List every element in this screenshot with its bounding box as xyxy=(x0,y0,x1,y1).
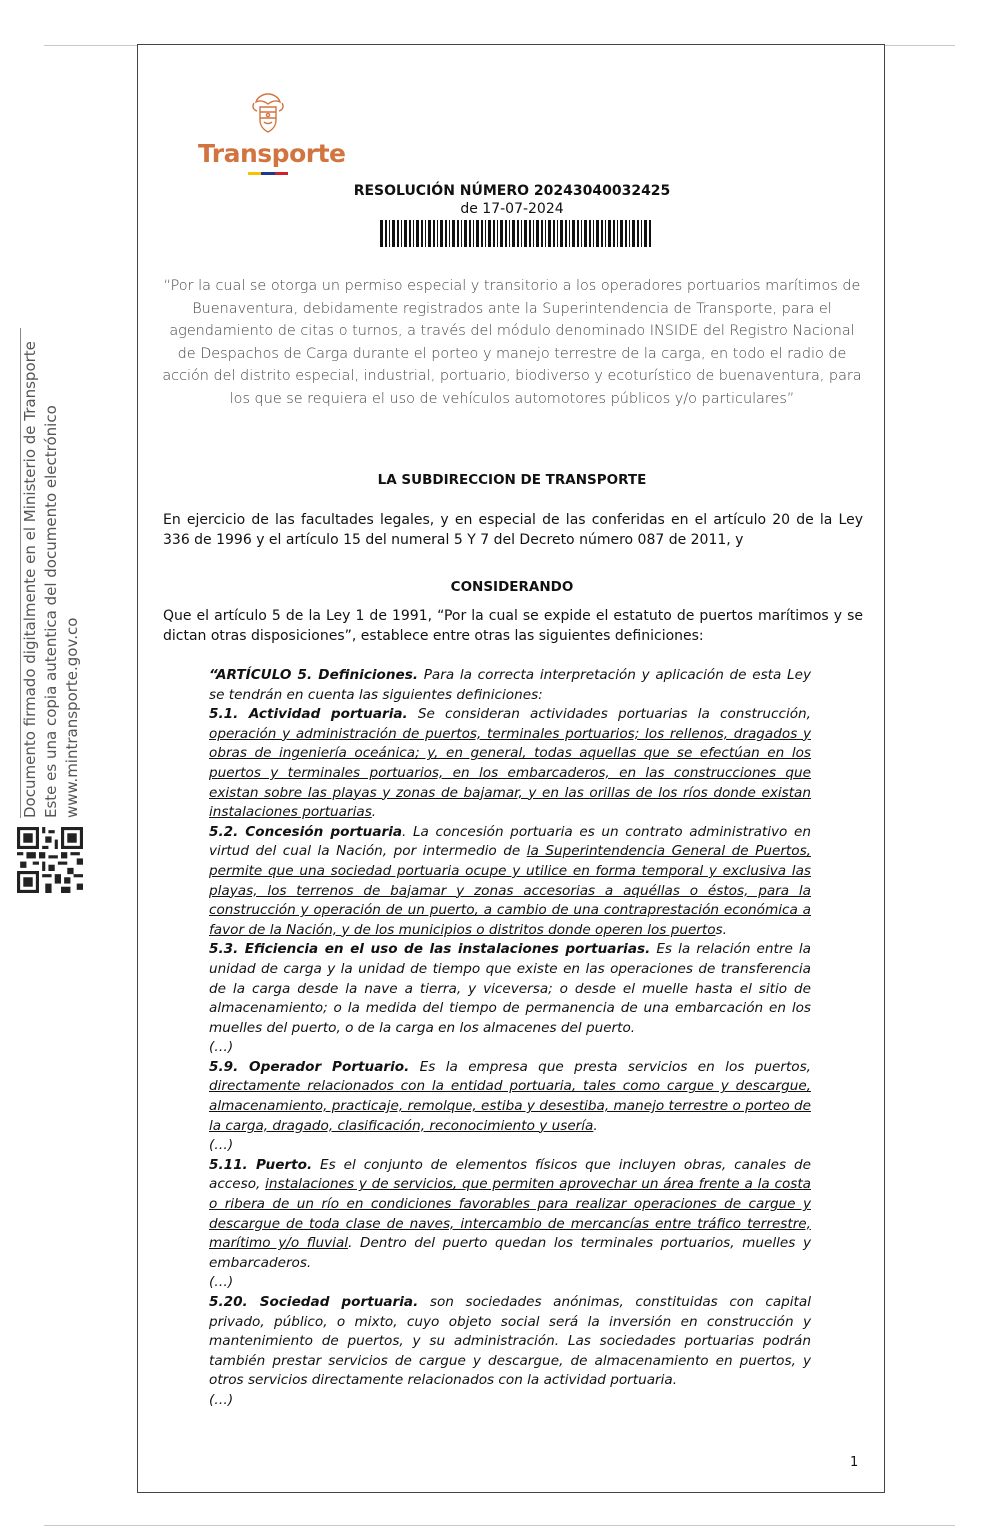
ministry-logo xyxy=(198,91,346,175)
stamp-line-2: Este es una copia autentica del documento electrónico xyxy=(42,405,60,818)
intro-paragraph: Que el artículo 5 de la Ley 1 de 1991, “Por la cual se expide el estatuto de puertos marítimos y se dictan otras disposiciones”, establece entre otras las siguientes definiciones: xyxy=(163,608,863,644)
document-page xyxy=(137,44,885,1493)
qr-code-icon xyxy=(17,827,83,893)
article-heading-text: Para la correcta interpretación y aplicación de esta Ley se tendrán en cuenta las siguientes definiciones: xyxy=(209,667,812,703)
def-5-1-end: . xyxy=(371,804,377,821)
def-5-2-underlined: la Superintendencia General de Puertos, permite que una sociedad portuaria ocupe y utilice en forma temporal y exclusiva las playas, los terrenos de bajamar y zonas accesorias a aquéllas o éstos, para la construcción y operación de un puerto, a cambio de una contraprestación económica a favor de la Nación, y de los municipios o distritos donde operen los puerto xyxy=(209,843,811,938)
stamp-line-1: Documento firmado digitalmente en el Ministerio de Transporte xyxy=(21,341,39,818)
def-5-1-title: 5.1. Actividad portuaria. xyxy=(209,706,408,723)
ellipsis-4: (…) xyxy=(209,1391,234,1408)
flag-stripe xyxy=(248,172,288,175)
resolution-date: de 17-07-2024 xyxy=(460,201,564,217)
def-5-9-text: Es la empresa que presta servicios en los puertos, xyxy=(409,1058,811,1075)
stamp-rule xyxy=(20,328,21,818)
def-5-1-underlined: operación y administración de puertos, terminales portuarios; los rellenos, dragados y obras de ingeniería oceánica; y, en general, todas aquellas que se efectúan en los puertos y terminales portuarios, en los embarcaderos, en las construcciones que existan sobre las playas y zonas de bajamar, y en las orillas de los ríos donde existan instalaciones portuarias xyxy=(209,725,811,821)
article-quote xyxy=(209,666,811,1411)
ellipsis-3: (…) xyxy=(209,1274,234,1291)
def-5-9-underlined: directamente relacionados con la entidad portuaria, tales como cargue y descargue, almacenamiento, practicaje, remolque, estiba y desestiba, manejo terrestre o porteo de la carga, dragado, clasificación, reconocimiento y usería xyxy=(209,1078,811,1134)
coat-of-arms-icon xyxy=(250,91,286,135)
def-5-20-title: 5.20. Sociedad portuaria. xyxy=(209,1294,419,1310)
considering-heading: CONSIDERANDO xyxy=(450,579,574,595)
def-5-9-title: 5.9. Operador Portuario. xyxy=(209,1058,410,1075)
def-5-2-end: s. xyxy=(715,921,727,938)
page-number: 1 xyxy=(850,1455,859,1470)
bottom-rule xyxy=(44,1525,955,1526)
def-5-11-title: 5.11. Puerto. xyxy=(209,1156,313,1173)
def-5-2-text: . La concesión portuaria es un contrato administrativo en virtud del cual la Nación, por intermedio de xyxy=(209,823,811,860)
logo-wordmark: Transporte xyxy=(198,139,346,168)
article-heading: “ARTÍCULO 5. Definiciones. xyxy=(209,667,419,683)
def-5-3-title: 5.3. Eficiencia en el uso de las instalaciones portuarias. xyxy=(209,941,651,958)
def-5-11-underlined: instalaciones y de servicios, que permiten aprovechar un área frente a la costa o ribera de un río en condiciones favorables para realizar operaciones de cargue y descargue de toda clase de naves, intercambio de mercancías entre tráfico terrestre, marítimo y/o fluvial xyxy=(209,1176,811,1252)
stamp-line-3: www.mintransporte.gov.co xyxy=(63,617,81,818)
ellipsis-2: (…) xyxy=(209,1137,234,1154)
exercise-paragraph: En ejercicio de las facultades legales, y en especial de las conferidas en el artículo 20 de la Ley 336 de 1996 y el artículo 15 del numeral 5 Y 7 del Decreto número 087 de 2011, y xyxy=(163,512,863,548)
def-5-20-text: son sociedades anónimas, constituidas con capital privado, público, o mixto, cuyo objeto social será la inversión en construcción y mantenimiento de puertos, y su administración. Las sociedades portuarias podrán también prestar servicios de cargue y descargue, de almacenamiento en puertos, y otros servicios directamente relacionados con la actividad portuaria. xyxy=(209,1294,811,1389)
def-5-11-text: Es el conjunto de elementos físicos que incluyen obras, canales de acceso, xyxy=(209,1156,811,1193)
resolution-number: RESOLUCIÓN NÚMERO 20243040032425 xyxy=(353,183,671,199)
def-5-3-text: Es la relación entre la unidad de carga y la unidad de tiempo que existe en las operaciones de transferencia de la carga desde la nave a tierra, y viceversa; o desde el muelle hasta el sitio de almacenamiento; o la medida del tiempo de permanencia de una embarcación en los muelles del puerto, o de la carga en los almacenes del puerto. xyxy=(209,941,811,1036)
def-5-2-title: 5.2. Concesión portuaria xyxy=(209,823,403,840)
resolution-subject: “Por la cual se otorga un permiso especial y transitorio a los operadores portuarios marítimos de Buenaventura, debidamente registrados ante la Superintendencia de Transporte, para el agendamiento de citas o turnos, a través del módulo denominado INSIDE del Registro Nacional de Despachos de Carga durante el porteo y manejo terrestre de la carga, en todo el radio de acción del distrito especial, industrial, portuario, biodiverso y ecoturístico de buenaventura, para los que se requiera el uso de vehículos automotores públicos y/o particulares” xyxy=(162,278,862,407)
digital-signature-stamp xyxy=(20,328,86,818)
def-5-9-end: . xyxy=(593,1117,598,1134)
barcode-icon xyxy=(380,220,652,247)
ellipsis-1: (…) xyxy=(209,1039,234,1056)
def-5-1-text: Se consideran actividades portuarias la construcción, xyxy=(407,706,811,723)
issuing-authority: LA SUBDIRECCION DE TRANSPORTE xyxy=(377,472,647,488)
def-5-11-end: . Dentro del puerto quedan los terminales portuarios, muelles y embarcaderos. xyxy=(209,1235,811,1271)
